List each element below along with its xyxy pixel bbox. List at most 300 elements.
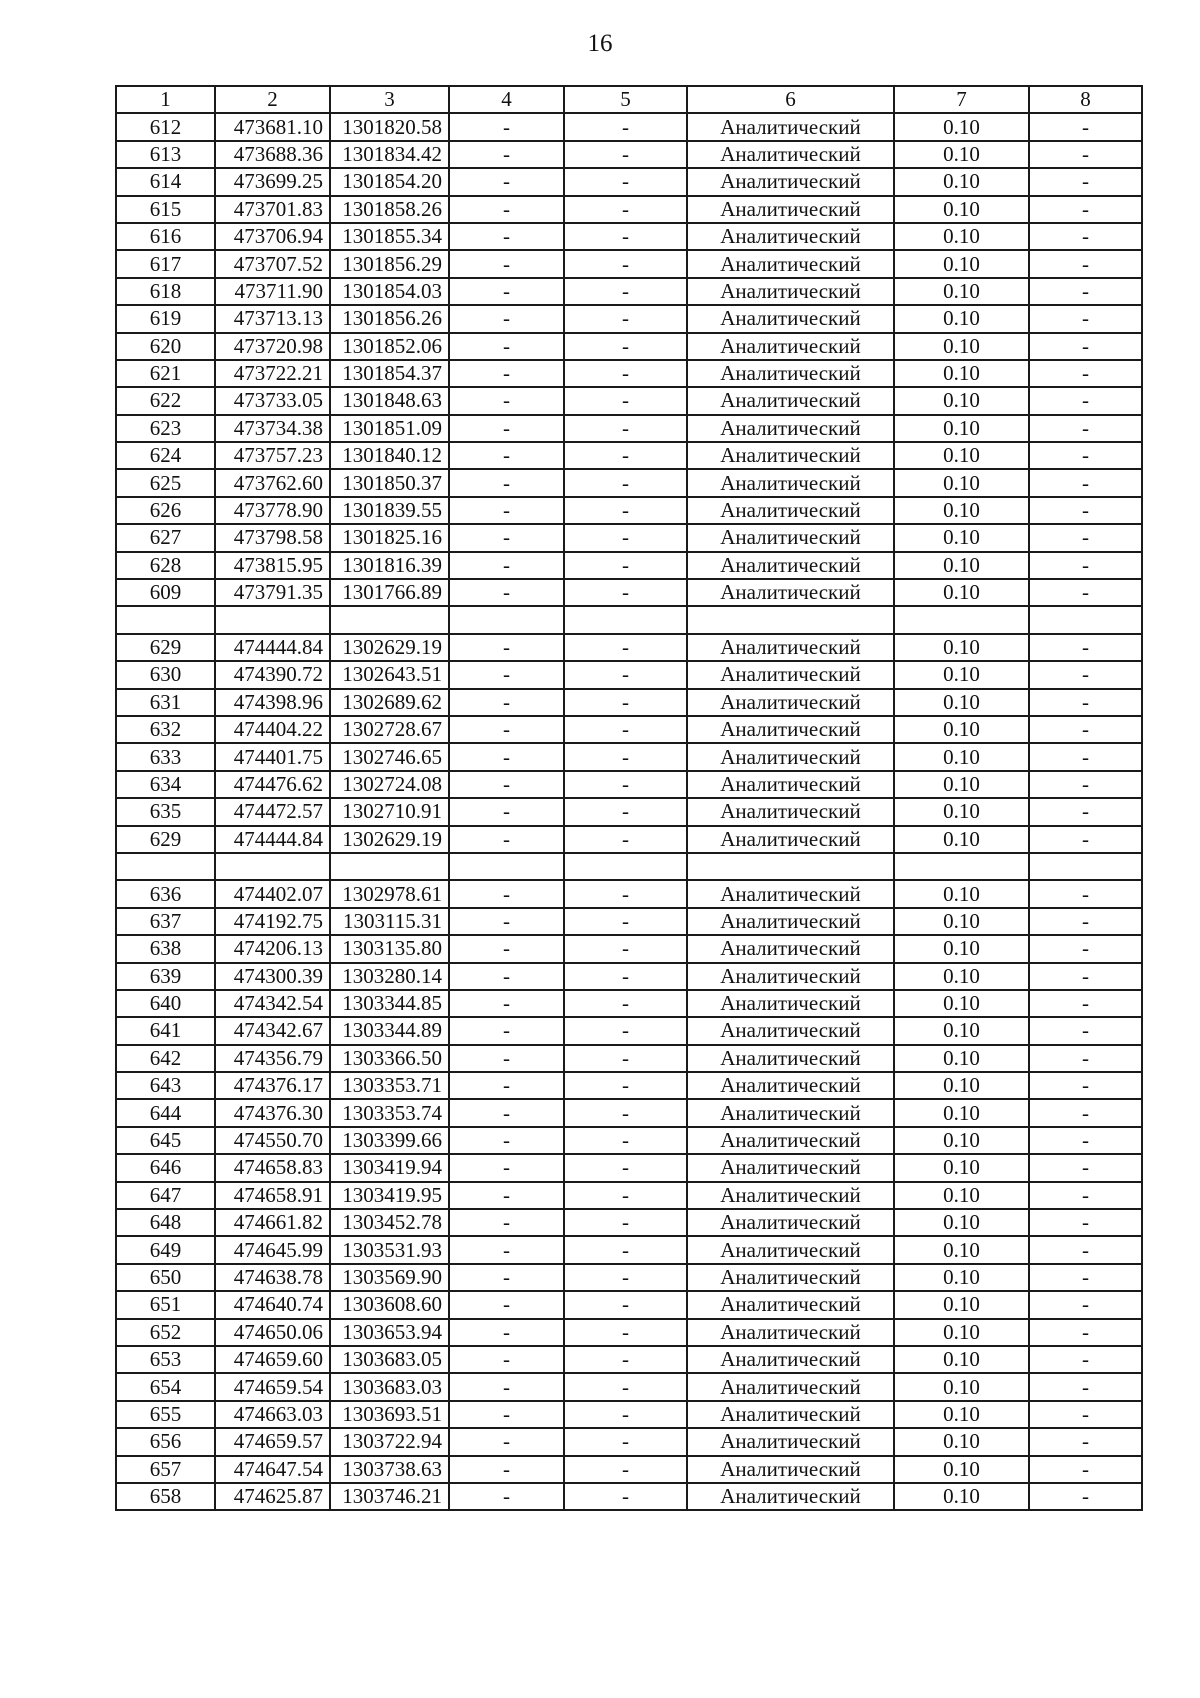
method-cell: Аналитический bbox=[687, 826, 894, 853]
method-cell: Аналитический bbox=[687, 1401, 894, 1428]
table-row bbox=[116, 689, 1142, 716]
col-4-cell: - bbox=[449, 1291, 564, 1318]
point-number-cell: 624 bbox=[116, 442, 215, 469]
point-number-cell: 646 bbox=[116, 1154, 215, 1181]
y-coordinate-cell: 1302629.19 bbox=[330, 634, 449, 661]
point-number-cell: 636 bbox=[116, 880, 215, 907]
point-number-cell: 645 bbox=[116, 1127, 215, 1154]
x-coordinate-cell: 474663.03 bbox=[215, 1401, 330, 1428]
table-row bbox=[116, 278, 1142, 305]
x-coordinate-cell: 473722.21 bbox=[215, 360, 330, 387]
col-5-cell: - bbox=[564, 963, 687, 990]
x-coordinate-cell: 473699.25 bbox=[215, 168, 330, 195]
method-cell: Аналитический bbox=[687, 1428, 894, 1455]
col-5-cell: - bbox=[564, 113, 687, 140]
x-coordinate-cell: 474342.67 bbox=[215, 1017, 330, 1044]
y-coordinate-cell: 1301856.29 bbox=[330, 250, 449, 277]
header-cell: 8 bbox=[1029, 86, 1142, 113]
point-number-cell: 658 bbox=[116, 1483, 215, 1510]
y-coordinate-cell: 1301820.58 bbox=[330, 113, 449, 140]
x-coordinate-cell: 473762.60 bbox=[215, 469, 330, 496]
accuracy-cell bbox=[894, 606, 1029, 633]
method-cell: Аналитический bbox=[687, 305, 894, 332]
x-coordinate-cell: 473713.13 bbox=[215, 305, 330, 332]
col-8-cell: - bbox=[1029, 1182, 1142, 1209]
accuracy-cell: 0.10 bbox=[894, 1264, 1029, 1291]
method-cell: Аналитический bbox=[687, 661, 894, 688]
y-coordinate-cell: 1301766.89 bbox=[330, 579, 449, 606]
y-coordinate-cell: 1301839.55 bbox=[330, 497, 449, 524]
table-row bbox=[116, 880, 1142, 907]
col-5-cell: - bbox=[564, 278, 687, 305]
col-8-cell: - bbox=[1029, 1099, 1142, 1126]
col-5-cell: - bbox=[564, 442, 687, 469]
col-5-cell: - bbox=[564, 935, 687, 962]
accuracy-cell: 0.10 bbox=[894, 1236, 1029, 1263]
col-4-cell: - bbox=[449, 442, 564, 469]
accuracy-cell: 0.10 bbox=[894, 880, 1029, 907]
col-4-cell: - bbox=[449, 1428, 564, 1455]
col-8-cell: - bbox=[1029, 716, 1142, 743]
accuracy-cell: 0.10 bbox=[894, 798, 1029, 825]
col-5-cell: - bbox=[564, 990, 687, 1017]
table-row bbox=[116, 634, 1142, 661]
point-number-cell: 648 bbox=[116, 1209, 215, 1236]
method-cell: Аналитический bbox=[687, 1045, 894, 1072]
table-row bbox=[116, 1236, 1142, 1263]
col-5-cell bbox=[564, 853, 687, 880]
point-number-cell: 640 bbox=[116, 990, 215, 1017]
point-number-cell: 634 bbox=[116, 771, 215, 798]
col-5-cell: - bbox=[564, 387, 687, 414]
x-coordinate-cell: 473798.58 bbox=[215, 524, 330, 551]
x-coordinate-cell: 474661.82 bbox=[215, 1209, 330, 1236]
accuracy-cell: 0.10 bbox=[894, 935, 1029, 962]
col-8-cell: - bbox=[1029, 908, 1142, 935]
method-cell: Аналитический bbox=[687, 634, 894, 661]
method-cell: Аналитический bbox=[687, 223, 894, 250]
header-cell: 2 bbox=[215, 86, 330, 113]
method-cell: Аналитический bbox=[687, 552, 894, 579]
col-5-cell: - bbox=[564, 1154, 687, 1181]
col-5-cell: - bbox=[564, 333, 687, 360]
col-8-cell: - bbox=[1029, 963, 1142, 990]
col-5-cell: - bbox=[564, 1373, 687, 1400]
col-4-cell: - bbox=[449, 798, 564, 825]
x-coordinate-cell: 473681.10 bbox=[215, 113, 330, 140]
point-number-cell: 642 bbox=[116, 1045, 215, 1072]
col-8-cell: - bbox=[1029, 1072, 1142, 1099]
col-5-cell: - bbox=[564, 1127, 687, 1154]
accuracy-cell: 0.10 bbox=[894, 990, 1029, 1017]
coordinates-table bbox=[115, 85, 1143, 1511]
col-5-cell: - bbox=[564, 524, 687, 551]
point-number-cell: 621 bbox=[116, 360, 215, 387]
table-row bbox=[116, 168, 1142, 195]
header-row bbox=[116, 86, 1142, 113]
point-number-cell: 617 bbox=[116, 250, 215, 277]
col-4-cell: - bbox=[449, 1346, 564, 1373]
accuracy-cell: 0.10 bbox=[894, 524, 1029, 551]
y-coordinate-cell: 1301834.42 bbox=[330, 141, 449, 168]
col-5-cell: - bbox=[564, 880, 687, 907]
point-number-cell: 639 bbox=[116, 963, 215, 990]
x-coordinate-cell: 474444.84 bbox=[215, 826, 330, 853]
y-coordinate-cell: 1301858.26 bbox=[330, 196, 449, 223]
accuracy-cell: 0.10 bbox=[894, 360, 1029, 387]
col-4-cell: - bbox=[449, 1099, 564, 1126]
col-5-cell: - bbox=[564, 1209, 687, 1236]
x-coordinate-cell: 474398.96 bbox=[215, 689, 330, 716]
accuracy-cell: 0.10 bbox=[894, 278, 1029, 305]
x-coordinate-cell: 474638.78 bbox=[215, 1264, 330, 1291]
method-cell: Аналитический bbox=[687, 524, 894, 551]
table-row bbox=[116, 552, 1142, 579]
point-number-cell: 612 bbox=[116, 113, 215, 140]
point-number-cell: 627 bbox=[116, 524, 215, 551]
accuracy-cell: 0.10 bbox=[894, 1127, 1029, 1154]
table-row bbox=[116, 1045, 1142, 1072]
point-number-cell: 641 bbox=[116, 1017, 215, 1044]
col-8-cell: - bbox=[1029, 634, 1142, 661]
method-cell: Аналитический bbox=[687, 1072, 894, 1099]
method-cell: Аналитический bbox=[687, 497, 894, 524]
method-cell: Аналитический bbox=[687, 1017, 894, 1044]
col-4-cell: - bbox=[449, 113, 564, 140]
col-8-cell: - bbox=[1029, 1346, 1142, 1373]
method-cell: Аналитический bbox=[687, 963, 894, 990]
point-number-cell: 615 bbox=[116, 196, 215, 223]
y-coordinate-cell: 1303366.50 bbox=[330, 1045, 449, 1072]
col-5-cell: - bbox=[564, 1428, 687, 1455]
col-5-cell: - bbox=[564, 1483, 687, 1510]
y-coordinate-cell: 1302728.67 bbox=[330, 716, 449, 743]
point-number-cell: 637 bbox=[116, 908, 215, 935]
x-coordinate-cell: 473688.36 bbox=[215, 141, 330, 168]
accuracy-cell: 0.10 bbox=[894, 716, 1029, 743]
col-5-cell: - bbox=[564, 469, 687, 496]
accuracy-cell: 0.10 bbox=[894, 1291, 1029, 1318]
col-4-cell: - bbox=[449, 1319, 564, 1346]
col-5-cell: - bbox=[564, 141, 687, 168]
col-5-cell: - bbox=[564, 415, 687, 442]
method-cell: Аналитический bbox=[687, 333, 894, 360]
y-coordinate-cell: 1302978.61 bbox=[330, 880, 449, 907]
col-5-cell: - bbox=[564, 1072, 687, 1099]
table-row bbox=[116, 305, 1142, 332]
col-8-cell: - bbox=[1029, 798, 1142, 825]
col-5-cell: - bbox=[564, 689, 687, 716]
col-8-cell: - bbox=[1029, 935, 1142, 962]
y-coordinate-cell: 1303683.05 bbox=[330, 1346, 449, 1373]
col-4-cell: - bbox=[449, 1127, 564, 1154]
method-cell: Аналитический bbox=[687, 196, 894, 223]
col-4-cell: - bbox=[449, 1182, 564, 1209]
y-coordinate-cell: 1301851.09 bbox=[330, 415, 449, 442]
header-cell: 4 bbox=[449, 86, 564, 113]
y-coordinate-cell: 1303693.51 bbox=[330, 1401, 449, 1428]
col-5-cell: - bbox=[564, 634, 687, 661]
method-cell: Аналитический bbox=[687, 1456, 894, 1483]
method-cell: Аналитический bbox=[687, 1346, 894, 1373]
method-cell: Аналитический bbox=[687, 387, 894, 414]
col-4-cell: - bbox=[449, 990, 564, 1017]
x-coordinate-cell: 474650.06 bbox=[215, 1319, 330, 1346]
method-cell: Аналитический bbox=[687, 168, 894, 195]
y-coordinate-cell: 1303353.71 bbox=[330, 1072, 449, 1099]
col-4-cell: - bbox=[449, 1264, 564, 1291]
point-number-cell: 626 bbox=[116, 497, 215, 524]
col-4-cell: - bbox=[449, 387, 564, 414]
col-4-cell: - bbox=[449, 1401, 564, 1428]
x-coordinate-cell: 474390.72 bbox=[215, 661, 330, 688]
point-number-cell: 630 bbox=[116, 661, 215, 688]
y-coordinate-cell: 1301816.39 bbox=[330, 552, 449, 579]
table-row bbox=[116, 1182, 1142, 1209]
col-4-cell: - bbox=[449, 1017, 564, 1044]
point-number-cell: 616 bbox=[116, 223, 215, 250]
col-8-cell: - bbox=[1029, 1017, 1142, 1044]
accuracy-cell: 0.10 bbox=[894, 1401, 1029, 1428]
table-row bbox=[116, 1319, 1142, 1346]
col-4-cell: - bbox=[449, 469, 564, 496]
accuracy-cell: 0.10 bbox=[894, 1017, 1029, 1044]
col-8-cell: - bbox=[1029, 1428, 1142, 1455]
col-4-cell: - bbox=[449, 716, 564, 743]
col-5-cell: - bbox=[564, 223, 687, 250]
col-4-cell: - bbox=[449, 524, 564, 551]
x-coordinate-cell bbox=[215, 606, 330, 633]
x-coordinate-cell: 474300.39 bbox=[215, 963, 330, 990]
y-coordinate-cell: 1302746.65 bbox=[330, 743, 449, 770]
accuracy-cell: 0.10 bbox=[894, 333, 1029, 360]
point-number-cell: 613 bbox=[116, 141, 215, 168]
x-coordinate-cell: 473778.90 bbox=[215, 497, 330, 524]
accuracy-cell: 0.10 bbox=[894, 196, 1029, 223]
col-8-cell: - bbox=[1029, 113, 1142, 140]
point-number-cell bbox=[116, 853, 215, 880]
col-8-cell: - bbox=[1029, 743, 1142, 770]
x-coordinate-cell: 474640.74 bbox=[215, 1291, 330, 1318]
y-coordinate-cell: 1303722.94 bbox=[330, 1428, 449, 1455]
table-row bbox=[116, 743, 1142, 770]
method-cell: Аналитический bbox=[687, 990, 894, 1017]
table-row bbox=[116, 1154, 1142, 1181]
col-8-cell: - bbox=[1029, 1209, 1142, 1236]
y-coordinate-cell: 1301854.37 bbox=[330, 360, 449, 387]
accuracy-cell: 0.10 bbox=[894, 963, 1029, 990]
col-5-cell: - bbox=[564, 552, 687, 579]
point-number-cell: 629 bbox=[116, 826, 215, 853]
accuracy-cell: 0.10 bbox=[894, 1319, 1029, 1346]
point-number-cell: 614 bbox=[116, 168, 215, 195]
y-coordinate-cell bbox=[330, 853, 449, 880]
table-row bbox=[116, 196, 1142, 223]
point-number-cell: 635 bbox=[116, 798, 215, 825]
col-4-cell: - bbox=[449, 935, 564, 962]
point-number-cell: 654 bbox=[116, 1373, 215, 1400]
y-coordinate-cell: 1303569.90 bbox=[330, 1264, 449, 1291]
col-5-cell: - bbox=[564, 743, 687, 770]
col-8-cell bbox=[1029, 606, 1142, 633]
table-row bbox=[116, 963, 1142, 990]
x-coordinate-cell: 474659.57 bbox=[215, 1428, 330, 1455]
table-row bbox=[116, 935, 1142, 962]
accuracy-cell: 0.10 bbox=[894, 469, 1029, 496]
method-cell: Аналитический bbox=[687, 1127, 894, 1154]
y-coordinate-cell: 1303419.95 bbox=[330, 1182, 449, 1209]
col-5-cell: - bbox=[564, 908, 687, 935]
col-8-cell: - bbox=[1029, 1264, 1142, 1291]
col-4-cell: - bbox=[449, 1154, 564, 1181]
accuracy-cell: 0.10 bbox=[894, 141, 1029, 168]
col-8-cell: - bbox=[1029, 1291, 1142, 1318]
point-number-cell bbox=[116, 606, 215, 633]
x-coordinate-cell: 473733.05 bbox=[215, 387, 330, 414]
y-coordinate-cell: 1302629.19 bbox=[330, 826, 449, 853]
x-coordinate-cell bbox=[215, 853, 330, 880]
table-row bbox=[116, 442, 1142, 469]
method-cell: Аналитический bbox=[687, 1483, 894, 1510]
y-coordinate-cell: 1301852.06 bbox=[330, 333, 449, 360]
col-8-cell: - bbox=[1029, 826, 1142, 853]
y-coordinate-cell: 1303746.21 bbox=[330, 1483, 449, 1510]
col-4-cell: - bbox=[449, 771, 564, 798]
accuracy-cell bbox=[894, 853, 1029, 880]
accuracy-cell: 0.10 bbox=[894, 1373, 1029, 1400]
col-4-cell: - bbox=[449, 278, 564, 305]
col-5-cell: - bbox=[564, 1236, 687, 1263]
table-row bbox=[116, 360, 1142, 387]
method-cell: Аналитический bbox=[687, 1264, 894, 1291]
table-row bbox=[116, 415, 1142, 442]
point-number-cell: 618 bbox=[116, 278, 215, 305]
col-4-cell: - bbox=[449, 552, 564, 579]
col-4-cell: - bbox=[449, 1072, 564, 1099]
accuracy-cell: 0.10 bbox=[894, 415, 1029, 442]
col-4-cell bbox=[449, 853, 564, 880]
x-coordinate-cell: 474645.99 bbox=[215, 1236, 330, 1263]
table-body bbox=[116, 86, 1142, 1510]
col-4-cell: - bbox=[449, 880, 564, 907]
method-cell: Аналитический bbox=[687, 1209, 894, 1236]
table-row bbox=[116, 250, 1142, 277]
point-number-cell: 655 bbox=[116, 1401, 215, 1428]
x-coordinate-cell: 473815.95 bbox=[215, 552, 330, 579]
separator-row bbox=[116, 853, 1142, 880]
col-5-cell bbox=[564, 606, 687, 633]
x-coordinate-cell: 474625.87 bbox=[215, 1483, 330, 1510]
table-row bbox=[116, 716, 1142, 743]
col-5-cell: - bbox=[564, 1017, 687, 1044]
y-coordinate-cell: 1301856.26 bbox=[330, 305, 449, 332]
accuracy-cell: 0.10 bbox=[894, 387, 1029, 414]
col-5-cell: - bbox=[564, 168, 687, 195]
col-8-cell: - bbox=[1029, 168, 1142, 195]
table-row bbox=[116, 113, 1142, 140]
table-row bbox=[116, 1209, 1142, 1236]
col-8-cell: - bbox=[1029, 497, 1142, 524]
col-8-cell: - bbox=[1029, 661, 1142, 688]
col-5-cell: - bbox=[564, 798, 687, 825]
col-8-cell: - bbox=[1029, 1401, 1142, 1428]
col-8-cell bbox=[1029, 853, 1142, 880]
table-row bbox=[116, 1264, 1142, 1291]
x-coordinate-cell: 474402.07 bbox=[215, 880, 330, 907]
x-coordinate-cell: 473701.83 bbox=[215, 196, 330, 223]
x-coordinate-cell: 474659.60 bbox=[215, 1346, 330, 1373]
method-cell: Аналитический bbox=[687, 716, 894, 743]
col-4-cell bbox=[449, 606, 564, 633]
method-cell: Аналитический bbox=[687, 1291, 894, 1318]
col-8-cell: - bbox=[1029, 1154, 1142, 1181]
table-row bbox=[116, 1099, 1142, 1126]
col-8-cell: - bbox=[1029, 880, 1142, 907]
y-coordinate-cell: 1303531.93 bbox=[330, 1236, 449, 1263]
y-coordinate-cell: 1302643.51 bbox=[330, 661, 449, 688]
y-coordinate-cell: 1303135.80 bbox=[330, 935, 449, 962]
col-5-cell: - bbox=[564, 360, 687, 387]
col-8-cell: - bbox=[1029, 1373, 1142, 1400]
col-4-cell: - bbox=[449, 634, 564, 661]
table-row bbox=[116, 387, 1142, 414]
method-cell: Аналитический bbox=[687, 1319, 894, 1346]
x-coordinate-cell: 473711.90 bbox=[215, 278, 330, 305]
x-coordinate-cell: 474342.54 bbox=[215, 990, 330, 1017]
col-5-cell: - bbox=[564, 1319, 687, 1346]
point-number-cell: 643 bbox=[116, 1072, 215, 1099]
col-4-cell: - bbox=[449, 579, 564, 606]
y-coordinate-cell: 1301825.16 bbox=[330, 524, 449, 551]
col-5-cell: - bbox=[564, 250, 687, 277]
x-coordinate-cell: 473707.52 bbox=[215, 250, 330, 277]
point-number-cell: 632 bbox=[116, 716, 215, 743]
col-4-cell: - bbox=[449, 661, 564, 688]
col-5-cell: - bbox=[564, 716, 687, 743]
col-4-cell: - bbox=[449, 141, 564, 168]
x-coordinate-cell: 474550.70 bbox=[215, 1127, 330, 1154]
method-cell: Аналитический bbox=[687, 935, 894, 962]
x-coordinate-cell: 474206.13 bbox=[215, 935, 330, 962]
accuracy-cell: 0.10 bbox=[894, 552, 1029, 579]
col-4-cell: - bbox=[449, 1483, 564, 1510]
x-coordinate-cell: 473757.23 bbox=[215, 442, 330, 469]
table-row bbox=[116, 141, 1142, 168]
col-4-cell: - bbox=[449, 963, 564, 990]
col-4-cell: - bbox=[449, 415, 564, 442]
point-number-cell: 623 bbox=[116, 415, 215, 442]
col-4-cell: - bbox=[449, 743, 564, 770]
table-row bbox=[116, 661, 1142, 688]
col-4-cell: - bbox=[449, 1045, 564, 1072]
y-coordinate-cell: 1302689.62 bbox=[330, 689, 449, 716]
point-number-cell: 653 bbox=[116, 1346, 215, 1373]
x-coordinate-cell: 474192.75 bbox=[215, 908, 330, 935]
table-row bbox=[116, 1291, 1142, 1318]
accuracy-cell: 0.10 bbox=[894, 497, 1029, 524]
header-cell: 5 bbox=[564, 86, 687, 113]
x-coordinate-cell: 474404.22 bbox=[215, 716, 330, 743]
method-cell: Аналитический bbox=[687, 141, 894, 168]
col-4-cell: - bbox=[449, 223, 564, 250]
header-cell: 1 bbox=[116, 86, 215, 113]
method-cell: Аналитический bbox=[687, 1154, 894, 1181]
y-coordinate-cell: 1301848.63 bbox=[330, 387, 449, 414]
point-number-cell: 609 bbox=[116, 579, 215, 606]
accuracy-cell: 0.10 bbox=[894, 771, 1029, 798]
table-row bbox=[116, 771, 1142, 798]
col-8-cell: - bbox=[1029, 333, 1142, 360]
